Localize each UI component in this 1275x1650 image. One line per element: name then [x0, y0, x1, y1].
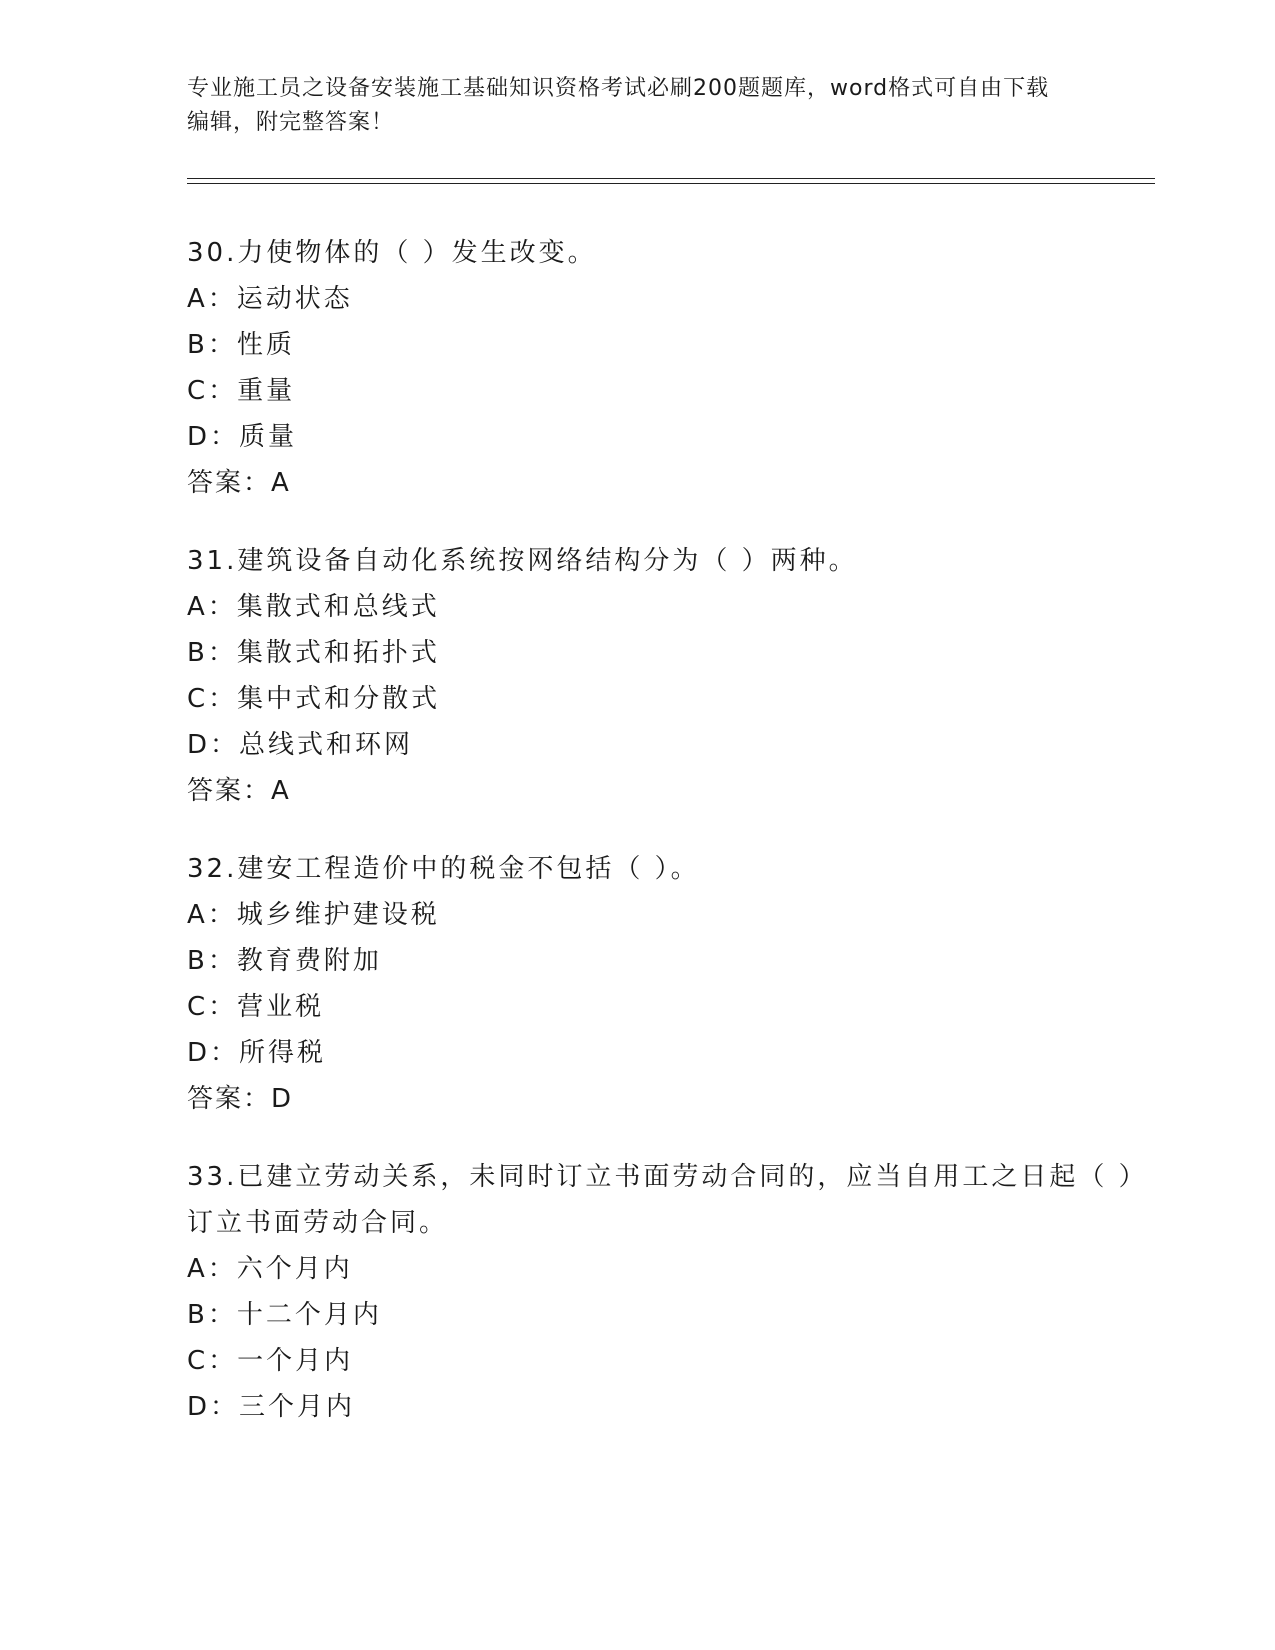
- header-rule-bottom: [187, 183, 1155, 184]
- option-d: D：质量: [187, 422, 298, 452]
- option-d: D：总线式和环网: [187, 730, 414, 760]
- option-a: A：城乡维护建设税: [187, 900, 440, 930]
- option-c: C：重量: [187, 376, 296, 406]
- question-30: [187, 230, 1147, 506]
- header-rule-top: [187, 178, 1155, 179]
- question-list: [187, 230, 1147, 1462]
- answer: 答案：D: [187, 1084, 294, 1114]
- option-b: B：集散式和拓扑式: [187, 638, 440, 668]
- question-title: 30.力使物体的（ ）发生改变。: [187, 238, 597, 268]
- option-d: D：三个月内: [187, 1392, 356, 1422]
- option-a: A：运动状态: [187, 284, 353, 314]
- question-title: 31.建筑设备自动化系统按网络结构分为（ ）两种。: [187, 546, 858, 576]
- question-31: [187, 538, 1147, 814]
- document-header: 专业施工员之设备安装施工基础知识资格考试必刷200题题库，word格式可自由下载编辑，附完整答案！: [187, 76, 1050, 135]
- option-c: C：营业税: [187, 992, 325, 1022]
- option-d: D：所得税: [187, 1038, 327, 1068]
- option-b: B：十二个月内: [187, 1300, 382, 1330]
- question-title: 33.已建立劳动关系，未同时订立书面劳动合同的，应当自用工之日起（ ）订立书面劳动合同。: [187, 1162, 1135, 1238]
- option-a: A：集散式和总线式: [187, 592, 440, 622]
- answer: 答案：A: [187, 776, 291, 806]
- answer: 答案：A: [187, 468, 291, 498]
- option-a: A：六个月内: [187, 1254, 353, 1284]
- option-b: B：教育费附加: [187, 946, 382, 976]
- question-32: [187, 846, 1147, 1122]
- option-b: B：性质: [187, 330, 295, 360]
- question-title: 32.建安工程造价中的税金不包括（ ）。: [187, 854, 700, 884]
- option-c: C：一个月内: [187, 1346, 354, 1376]
- option-c: C：集中式和分散式: [187, 684, 441, 714]
- question-33: [187, 1154, 1147, 1430]
